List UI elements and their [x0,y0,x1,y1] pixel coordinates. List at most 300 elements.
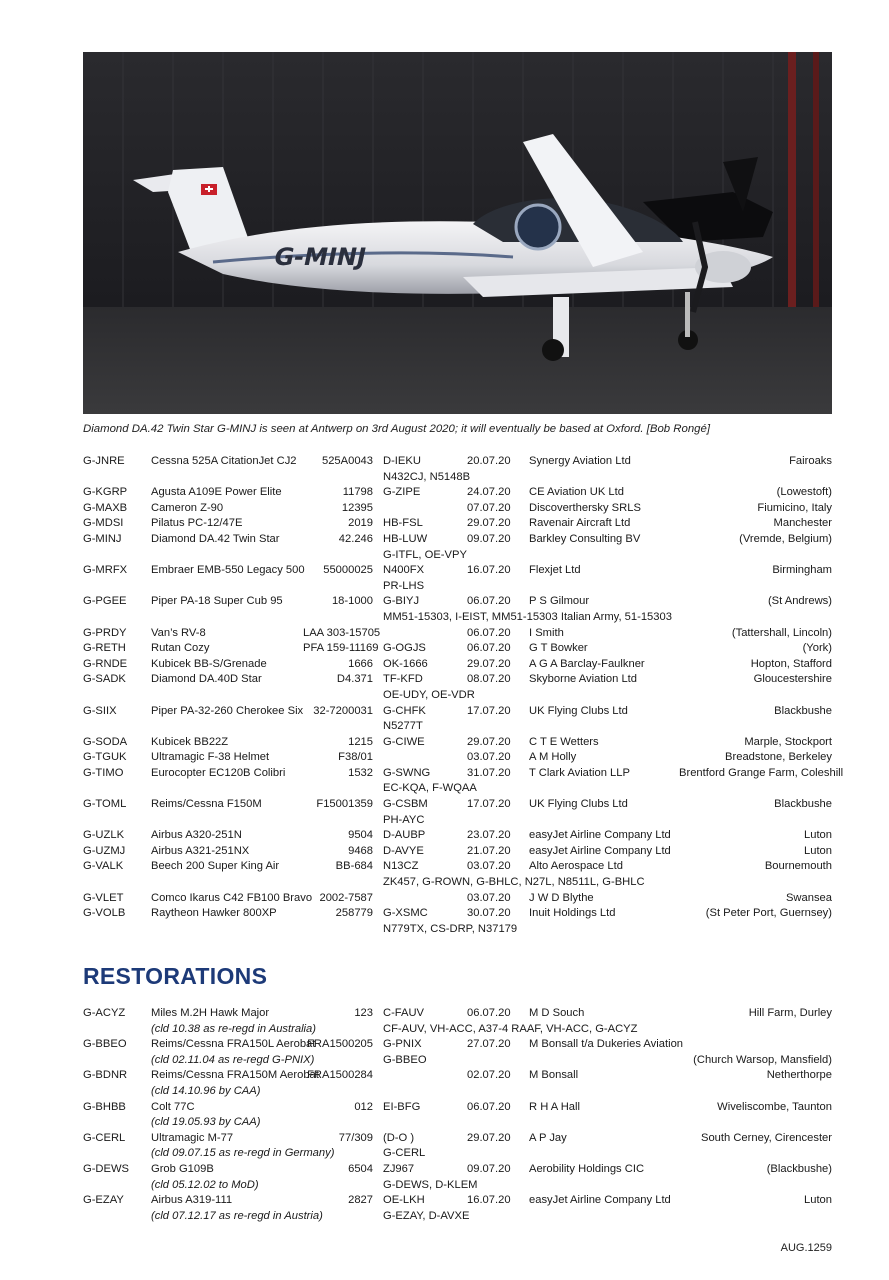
base-location: Manchester [773,517,832,530]
aircraft-type: Piper PA-32-260 Cherokee Six [151,704,304,717]
previous-identity: G-OGJS [383,642,426,655]
registration: G-MRFX [83,564,128,577]
owner: easyJet Airline Company Ltd [529,829,671,842]
previous-identity: HB-LUW [383,532,428,545]
registration-date: 06.07.20 [467,626,511,639]
spacer [83,688,151,704]
registration: G-SADK [83,673,126,686]
base-location: (St Andrews) [767,595,832,608]
construction-number: LAA 303-15705 [303,626,381,639]
previous-identities-extra [383,1084,679,1100]
registration-row-continuation [83,922,832,938]
base-location-extra [679,922,832,938]
aircraft-type: Ultramagic M-77 [151,1131,234,1144]
construction-number: 12395 [341,501,373,514]
owner: M Bonsall [529,1069,579,1082]
previous-identities-extra: N5277T [383,720,423,733]
previous-identity: N400FX [383,564,425,577]
base-location: Gloucestershire [753,673,832,686]
construction-number: D4.371 [336,673,373,686]
cancellation-note [151,610,383,626]
registration-date: 31.07.20 [467,766,511,779]
cancellation-note [151,548,383,564]
registration-row [83,750,832,766]
previous-identity: EI-BFG [383,1100,421,1113]
base-location: Bournemouth [764,860,832,873]
registration-row-continuation [83,781,832,797]
aircraft-type: Reims/Cessna F150M [151,798,262,811]
registration-date: 30.07.20 [467,907,511,920]
registration-row [83,906,832,922]
previous-identities-extra: G-BBEO [383,1053,427,1066]
registration-date: 27.07.20 [467,1038,511,1051]
cancellation-note: (cld 09.07.15 as re-regd in Germany) [151,1147,335,1160]
owner: UK Flying Clubs Ltd [529,798,628,811]
base-location-extra [679,875,832,891]
registration-date: 07.07.20 [467,501,511,514]
registration-date: 03.07.20 [467,860,511,873]
registration-date: 29.07.20 [467,735,511,748]
owner: C T E Wetters [529,735,599,748]
construction-number: 18-1000 [331,595,373,608]
registration-date: 20.07.20 [467,455,511,467]
owner: J W D Blythe [529,891,594,904]
aircraft-type: Cameron Z-90 [151,501,224,514]
base-location: (Vremde, Belgium) [739,532,832,545]
previous-identities-extra: G-ITFL, OE-VPY [383,548,467,561]
owner: R H A Hall [529,1100,580,1113]
previous-identity [383,501,467,517]
previous-identities-extra: PR-LHS [383,579,425,592]
registration: G-VOLB [83,907,126,920]
cancellation-note: (cld 14.10.96 by CAA) [151,1084,261,1097]
aircraft-type: Reims/Cessna FRA150L Aerobat [151,1038,316,1051]
base-location-extra [679,1084,832,1100]
owner: Flexjet Ltd [529,564,581,577]
spacer [83,1178,151,1194]
owner: Discoverthersky SRLS [529,501,641,514]
registration-row-continuation [83,470,832,486]
restoration-row-continuation [83,1209,832,1225]
restorations-table [83,1006,832,1224]
construction-number: BB-684 [335,860,373,873]
aircraft-type: Airbus A319-111 [151,1194,233,1207]
previous-identities-extra: CF-AUV, VH-ACC, A37-4 RAAF, VH-ACC, G-ACYZ [383,1022,638,1035]
previous-identity: ZJ967 [383,1162,415,1175]
registration: G-MDSI [83,517,124,530]
aircraft-photo [83,52,832,414]
previous-identity: OE-LKH [383,1194,425,1207]
registration-row [83,859,832,875]
spacer [83,813,151,829]
spacer [83,1209,151,1225]
cancellation-note [151,579,383,595]
registration: G-JNRE [83,455,125,467]
registration: G-DEWS [83,1162,129,1175]
aircraft-type: Diamond DA.42 Twin Star [151,532,280,545]
base-location: Birmingham [772,564,832,577]
base-location: (York) [802,642,832,655]
aircraft-type: Diamond DA.40D Star [151,673,262,686]
previous-identities-extra: EC-KQA, F-WQAA [383,782,477,795]
restoration-row-continuation [83,1022,832,1038]
base-location-extra [679,548,832,564]
previous-identities-extra: G-CERL [383,1147,426,1160]
registration: G-BBEO [83,1038,127,1051]
owner: G T Bowker [529,642,588,655]
owner: A M Holly [529,751,577,764]
construction-number: 1532 [348,766,373,779]
previous-identities-extra: N432CJ, N5148B [383,470,471,483]
owner: M D Souch [529,1007,585,1019]
registration-row [83,485,832,501]
registration-row [83,672,832,688]
base-location-extra [679,579,832,595]
registration-date: 02.07.20 [467,1069,511,1082]
registration-row [83,828,832,844]
base-location-extra [679,1115,832,1131]
registration: G-SODA [83,735,128,748]
base-location: Blackbushe [774,704,832,717]
base-location: Breadstone, Berkeley [725,751,832,764]
owner: Alto Aerospace Ltd [529,860,623,873]
cancellation-note: (cld 05.12.02 to MoD) [151,1178,259,1191]
registration: G-SIIX [83,704,117,717]
base-location: Brentford Grange Farm, Coleshill [679,766,844,779]
base-location: Luton [804,844,832,857]
aircraft-type: Airbus A321-251NX [151,844,250,857]
construction-number: 1666 [348,657,373,670]
cancellation-note [151,813,383,829]
registration-date: 17.07.20 [467,704,511,717]
previous-identity: G-XSMC [383,907,428,920]
construction-number: 55000025 [323,564,373,577]
base-location-extra [679,719,832,735]
construction-number: 11798 [342,486,373,499]
registration-row [83,891,832,907]
construction-number: F15001359 [316,798,373,811]
restoration-row [83,1100,832,1116]
previous-identities-extra: OE-UDY, OE-VDR [383,688,475,701]
base-location: Netherthorpe [766,1069,832,1082]
registration-row [83,797,832,813]
aircraft-type: Embraer EMB-550 Legacy 500 [151,564,305,577]
owner: P S Gilmour [529,595,590,608]
registration: G-MAXB [83,501,128,514]
spacer [83,610,151,626]
base-location: Marple, Stockport [744,735,832,748]
registration-row-continuation [83,579,832,595]
registration-row [83,532,832,548]
previous-identities-extra: N779TX, CS-DRP, N37179 [383,922,518,935]
aircraft-type: Comco Ikarus C42 FB100 Bravo [151,891,313,904]
construction-number: 77/309 [338,1131,373,1144]
spacer [83,1084,151,1100]
construction-number: F38/01 [338,751,373,764]
registration-date: 29.07.20 [467,657,511,670]
owner: easyJet Airline Company Ltd [529,1194,671,1207]
previous-identity: TF-KFD [383,673,423,686]
registration-row-continuation [83,875,832,891]
previous-identity: G-ZIPE [383,486,421,499]
previous-identities-extra: PH-AYC [383,813,425,826]
registration-row [83,657,832,673]
owner: Skyborne Aviation Ltd [529,673,638,686]
construction-number: 2002-7587 [319,891,373,904]
registration-row-continuation [83,610,832,626]
restoration-row [83,1068,832,1084]
cancellation-note: (cld 19.05.93 by CAA) [151,1116,261,1129]
base-location: Fiumicino, Italy [757,501,832,514]
registration-date: 03.07.20 [467,891,511,904]
registration: G-TOML [83,798,127,811]
aircraft-type: Ultramagic F-38 Helmet [151,751,270,764]
base-location: Luton [804,1194,832,1207]
base-location-extra [679,1022,832,1038]
aircraft-type: Grob G109B [151,1162,214,1175]
aircraft-type: Piper PA-18 Super Cub 95 [151,595,283,608]
previous-identity: D-AVYE [383,844,424,857]
registration: G-TIMO [83,766,124,779]
registration-row-continuation [83,719,832,735]
cancellation-note [151,875,383,891]
previous-identity [383,626,467,642]
restoration-row-continuation [83,1178,832,1194]
construction-number: 9504 [348,829,373,842]
base-location: South Cerney, Cirencester [701,1131,832,1144]
registration-date: 03.07.20 [467,751,511,764]
cancellation-note: (cld 02.11.04 as re-regd G-PNIX) [151,1053,315,1066]
tail-registration-text: G-MINJ [271,242,369,271]
spacer [83,579,151,595]
registration: G-MINJ [83,532,122,545]
registration-date: 16.07.20 [467,1194,511,1207]
construction-number: 9468 [348,844,373,857]
registration: G-RNDE [83,657,128,670]
construction-number: 123 [354,1007,373,1019]
aircraft-type: Beech 200 Super King Air [151,860,280,873]
registration-date: 23.07.20 [467,829,511,842]
registration-date: 08.07.20 [467,673,511,686]
photo-caption: Diamond DA.42 Twin Star G-MINJ is seen at Antwerp on 3rd August 2020; it will eventually be based at Oxford. [Bob Rongé] [83,423,711,435]
base-location: (Blackbushe) [766,1162,832,1175]
base-location-extra [679,688,832,704]
aircraft-illustration [83,52,832,414]
aircraft-type: Eurocopter EC120B Colibri [151,766,286,779]
owner: easyJet Airline Company Ltd [529,844,671,857]
base-location-extra [679,813,832,829]
base-location-extra [679,470,832,486]
registration-row [83,766,832,782]
previous-identity [383,1068,467,1084]
registration-date: 09.07.20 [467,532,511,545]
registration-row [83,626,832,642]
previous-identity: D-AUBP [383,829,426,842]
restoration-row [83,1193,832,1209]
previous-identities-extra: G-DEWS, D-KLEM [383,1178,478,1191]
owner: Aerobility Holdings CIC [529,1162,645,1175]
restoration-row-continuation [83,1146,832,1162]
page-number: AUG.1259 [780,1242,832,1254]
construction-number: 42.246 [338,532,373,545]
registration-row [83,454,832,470]
previous-identity: N13CZ [383,860,419,873]
registration-date: 29.07.20 [467,517,511,530]
registration-date: 17.07.20 [467,798,511,811]
construction-number: 1215 [348,735,373,748]
aircraft-type: Reims/Cessna FRA150M Aerobat [151,1069,319,1082]
previous-identity: G-CIWE [383,735,425,748]
restoration-row-continuation [83,1084,832,1100]
base-location: Swansea [785,891,832,904]
owner: A G A Barclay-Faulkner [529,657,645,670]
registration-row [83,844,832,860]
registration-row-continuation [83,688,832,704]
base-location-extra [679,1178,832,1194]
owner: A P Jay [529,1131,567,1144]
spacer [83,781,151,797]
registration-row [83,641,832,657]
registration-date: 16.07.20 [467,564,511,577]
construction-number: 258779 [335,907,373,920]
base-location: Fairoaks [789,455,832,467]
registration-date: 29.07.20 [467,1131,511,1144]
previous-identity: OK-1666 [383,657,428,670]
registration-row [83,704,832,720]
previous-identity: C-FAUV [383,1007,425,1019]
base-location: Wiveliscombe, Taunton [717,1100,832,1113]
registration: G-KGRP [83,486,128,499]
cancellation-note [151,719,383,735]
base-location-extra [679,1146,832,1162]
aircraft-type: Kubicek BB-S/Grenade [151,657,267,670]
construction-number: PFA 159-11169 [303,642,379,655]
registration-date: 06.07.20 [467,595,511,608]
spacer [83,470,151,486]
cancellation-note [151,688,383,704]
spacer [83,1146,151,1162]
previous-identities-extra: MM51-15303, I-EIST, MM51-15303 Italian Army, 51-15303 [383,610,672,623]
registrations-table [83,454,844,937]
registration-date: 06.07.20 [467,1007,511,1019]
registration-row [83,501,832,517]
restorations-heading: RESTORATIONS [83,963,268,989]
construction-number: 6504 [348,1162,373,1175]
cancellation-note: (cld 07.12.17 as re-regd in Austria) [151,1209,323,1222]
owner: Barkley Consulting BV [529,532,641,545]
aircraft-type: Agusta A109E Power Elite [151,486,282,499]
base-location: Blackbushe [774,798,832,811]
previous-identity: G-PNIX [383,1038,422,1051]
aircraft-type: Kubicek BB22Z [151,735,229,748]
previous-identity: HB-FSL [383,517,423,530]
base-location: Hopton, Stafford [750,657,832,670]
base-location: Luton [804,829,832,842]
spacer [83,875,151,891]
previous-identity: D-IEKU [383,455,421,467]
owner: Synergy Aviation Ltd [529,455,631,467]
base-location-extra [679,781,832,797]
restorations-body [83,1006,832,1224]
spacer [83,548,151,564]
previous-identities-extra: G-EZAY, D-AVXE [383,1209,470,1222]
restoration-row-continuation [83,1053,832,1069]
construction-number: 2827 [348,1194,373,1207]
construction-number: 525A0043 [321,455,373,467]
aircraft-type: Colt 77C [151,1100,195,1113]
aircraft-type: Raytheon Hawker 800XP [151,907,277,920]
restoration-row [83,1162,832,1178]
aircraft-type: Van’s RV-8 [151,626,206,639]
registrations-body [83,454,844,937]
construction-number: 32-7200031 [313,704,373,717]
base-location: Hill Farm, Durley [748,1007,832,1019]
owner: M Bonsall t/a Dukeries Aviation [529,1038,684,1051]
owner: CE Aviation UK Ltd [529,486,624,499]
owner: T Clark Aviation LLP [529,766,630,779]
aircraft-type: Cessna 525A CitationJet CJ2 [151,455,297,467]
registration-row-continuation [83,548,832,564]
aircraft-type: Airbus A320-251N [151,829,242,842]
previous-identities-extra [383,1115,679,1131]
aircraft-type: Rutan Cozy [151,642,210,655]
construction-number: 2019 [348,517,373,530]
owner: I Smith [529,626,564,639]
spacer [83,1115,151,1131]
registration-row [83,594,832,610]
base-location: (Tattershall, Lincoln) [731,626,832,639]
registration: G-TGUK [83,751,127,764]
registration: G-PGEE [83,595,127,608]
registration-date: 06.07.20 [467,1100,511,1113]
previous-identity: G-CHFK [383,704,426,717]
registration-row [83,563,832,579]
spacer [83,719,151,735]
base-location: (Lowestoft) [776,486,832,499]
registration: G-CERL [83,1131,126,1144]
restoration-row-continuation [83,1115,832,1131]
registration: G-VALK [83,860,124,873]
previous-identity: G-SWNG [383,766,431,779]
cancellation-note [151,922,383,938]
registration: G-UZLK [83,829,125,842]
registration-row [83,516,832,532]
owner: UK Flying Clubs Ltd [529,704,628,717]
registration: G-VLET [83,891,124,904]
owner: Ravenair Aircraft Ltd [529,517,631,530]
spacer [83,1053,151,1069]
registration-date: 06.07.20 [467,642,511,655]
previous-identities-extra: ZK457, G-ROWN, G-BHLC, N27L, N8511L, G-BHLC [383,876,645,889]
registration: G-BDNR [83,1069,128,1082]
registration-date: 24.07.20 [467,486,511,499]
restoration-row [83,1131,832,1147]
previous-identity [383,750,467,766]
construction-number: 012 [354,1100,373,1113]
registration: G-BHBB [83,1100,126,1113]
registration-row-continuation [83,813,832,829]
restoration-row [83,1037,832,1053]
spacer [83,922,151,938]
registration: G-ACYZ [83,1007,126,1019]
previous-identity [383,891,467,907]
base-location: (St Peter Port, Guernsey) [705,907,832,920]
registration-row [83,735,832,751]
previous-identity: (D-O ) [383,1131,415,1144]
registration: G-RETH [83,642,126,655]
construction-number: FRA1500205 [307,1038,373,1051]
previous-identity: G-CSBM [383,798,428,811]
